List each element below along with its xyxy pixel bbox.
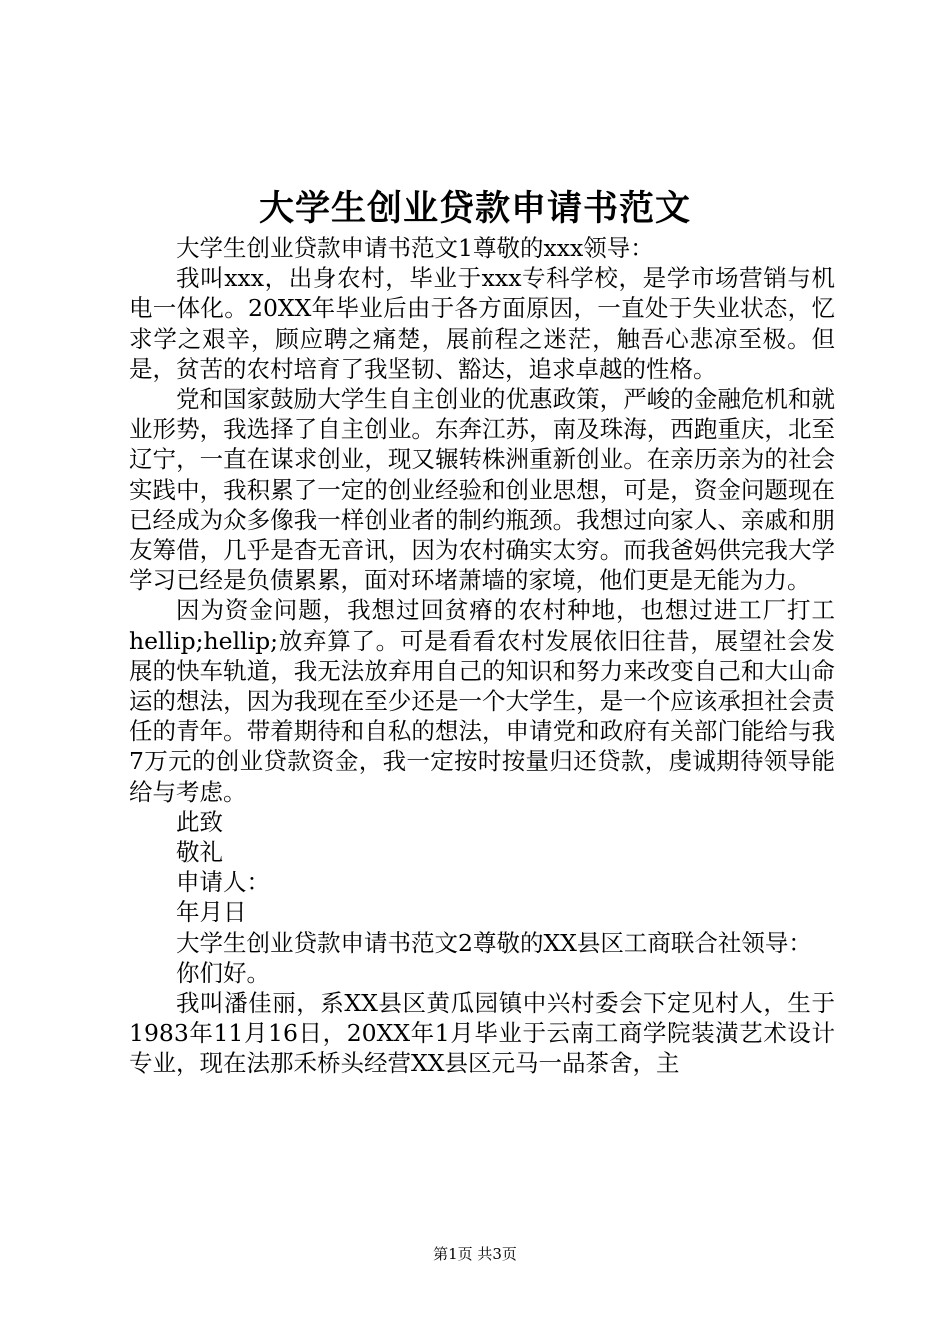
paragraph: 申请人：	[176, 868, 270, 897]
paragraph: 你们好。	[176, 958, 270, 987]
paragraph: 大学生创业贷款申请书范文1尊敬的xxx领导：	[176, 234, 654, 262]
page-number: 第1页 共3页	[433, 1245, 517, 1263]
document-title: 大学生创业贷款申请书范文	[258, 188, 691, 229]
paragraph: 因为资金问题，我想过回贫瘠的农村种地，也想过进工厂打工hellip;hellip;放弃算了。可是看看农村发展依旧往昔，展望社会发展的快车轨道，我无法放弃用自己的知识和努力来改变自己和大山命运的想法，因为我现在至少还是一个大学生，是一个应该承担社会责任的青年。带着期待和自私的想法，申请党和政府有关部门能给与我7万元的创业贷款资金，我一定按时按量归还贷款，虔诚期待领导能给与考虑。	[129, 596, 835, 806]
paragraph: 敬礼	[176, 838, 223, 867]
paragraph: 我叫潘佳丽，系XX县区黄瓜园镇中兴村委会下定见村人，生于1983年11月16日，20XX年1月毕业于云南工商学院装潢艺术设计专业，现在法那禾桥头经营XX县区元马一品茶舍，主	[129, 989, 835, 1078]
paragraph: 此致	[176, 807, 223, 836]
document-body	[129, 233, 835, 1079]
paragraph: 党和国家鼓励大学生自主创业的优惠政策，严峻的金融危机和就业形势，我选择了自主创业。东奔江苏，南及珠海，西跑重庆，北至辽宁，一直在谋求创业，现又辗转株洲重新创业。在亲历亲为的社会实践中，我积累了一定的创业经验和创业思想，可是，资金问题现在已经成为众多像我一样创业者的制约瓶颈。我想过向家人、亲戚和朋友筹借，几乎是杳无音讯，因为农村确实太穷。而我爸妈供完我大学学习已经是负债累累，面对环堵萧墙的家境，他们更是无能为力。	[129, 385, 835, 595]
paragraph: 我叫xxx，出身农村，毕业于xxx专科学校，是学市场营销与机电一体化。20XX年毕业后由于各方面原因，一直处于失业状态，忆求学之艰辛，顾应聘之痛楚，展前程之迷茫，触吾心悲凉至极。但是，贫苦的农村培育了我坚韧、豁达，追求卓越的性格。	[129, 264, 835, 383]
paragraph: 年月日	[176, 898, 247, 927]
paragraph: 大学生创业贷款申请书范文2尊敬的XX县区工商联合社领导：	[176, 928, 812, 957]
